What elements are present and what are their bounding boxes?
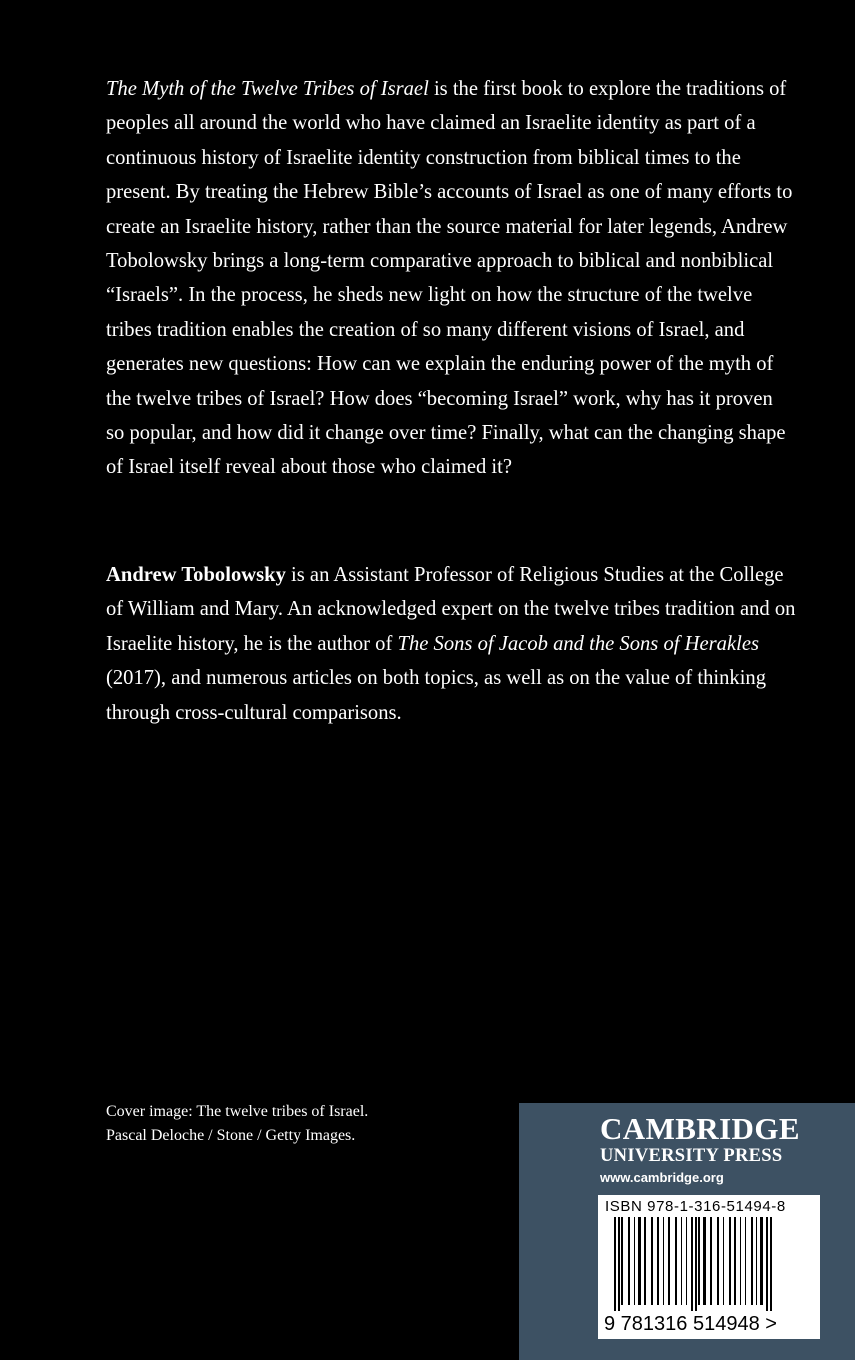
barcode-bar [614,1217,616,1311]
publisher-panel [519,1103,855,1360]
book-title-italic: The Myth of the Twelve Tribes of Israel [106,78,429,100]
author-book-title: The Sons of Jacob and the Sons of Herakles [397,632,759,655]
barcode-bar [766,1217,768,1311]
barcode-bar [651,1217,653,1305]
barcode-bar [638,1217,641,1305]
publisher-logo: CAMBRIDGE [600,1111,800,1146]
cover-credit-line-2: Pascal Deloche / Stone / Getty Images. [106,1127,356,1144]
isbn-barcode [598,1195,820,1339]
barcode-bar [663,1217,664,1305]
barcode-bar [770,1217,772,1311]
book-description [106,72,796,485]
author-bio-text-2: (2017), and numerous articles on both topics, as well as on the value of thinking through cross-cultural comparisons. [106,667,767,724]
barcode-bar [634,1217,635,1305]
publisher-subtitle: UNIVERSITY PRESS [600,1146,783,1166]
book-description-text: is the first book to explore the traditions of peoples all around the world who have claimed an Israelite identity as part of a continuous history of Israelite identity construction from biblical times to the present. By treating the Hebrew Bible’s accounts of Israel as one of many efforts to create an Israelite history, rather than the source material for later legends, Andrew Tobolowsky brings a long-term comparative approach to biblical and nonbiblical “Israels”. In the process, he sheds new light on how the structure of the twelve tribes tradition enables the creation of so many different visions of Israel, and generates new questions: How can we explain the enduring power of the myth of the twelve tribes of Israel? How does “becoming Israel” work, why has it proven so popular, and how did it change over time? Finally, what can the changing shape of Israel itself reveal about those who claimed it? [106,78,793,479]
barcode-bar [740,1217,741,1305]
barcode-bar [734,1217,736,1305]
barcode-bar [703,1217,706,1305]
barcode-bar [681,1217,682,1305]
barcode-digits: 9 781316 514948 > [604,1313,777,1335]
barcode-bar [756,1217,757,1305]
cover-credit [106,1100,506,1148]
barcode-bars [602,1217,816,1311]
cover-credit-line-1: Cover image: The twelve tribes of Israel. [106,1103,369,1120]
barcode-bar [644,1217,646,1305]
barcode-bar [686,1217,687,1305]
barcode-bar [618,1217,620,1311]
barcode-bar [717,1217,719,1305]
publisher-url: www.cambridge.org [600,1170,724,1185]
barcode-bar [745,1217,746,1305]
barcode-bar [691,1217,693,1311]
author-bio-text-1: is an Assistant Professor of Religious Studies at the College of William and Mary. An acknowledged expert on the twelve tribes tradition and on Israelite history, he is the author of [106,564,796,655]
barcode-bar [710,1217,712,1305]
barcode-bar [657,1217,659,1305]
barcode-bar [729,1217,731,1305]
barcode-bar [760,1217,763,1305]
barcode-bar [628,1217,630,1305]
barcode-bar [621,1217,623,1305]
barcode-bar [751,1217,753,1305]
barcode-bar [668,1217,670,1305]
author-bio [106,558,796,730]
barcode-bar [723,1217,724,1305]
barcode-bar [675,1217,677,1305]
isbn-label: ISBN 978-1-316-51494-8 [605,1198,786,1215]
author-name: Andrew Tobolowsky [106,564,286,586]
barcode-bar [695,1217,697,1311]
barcode-bar [698,1217,700,1305]
